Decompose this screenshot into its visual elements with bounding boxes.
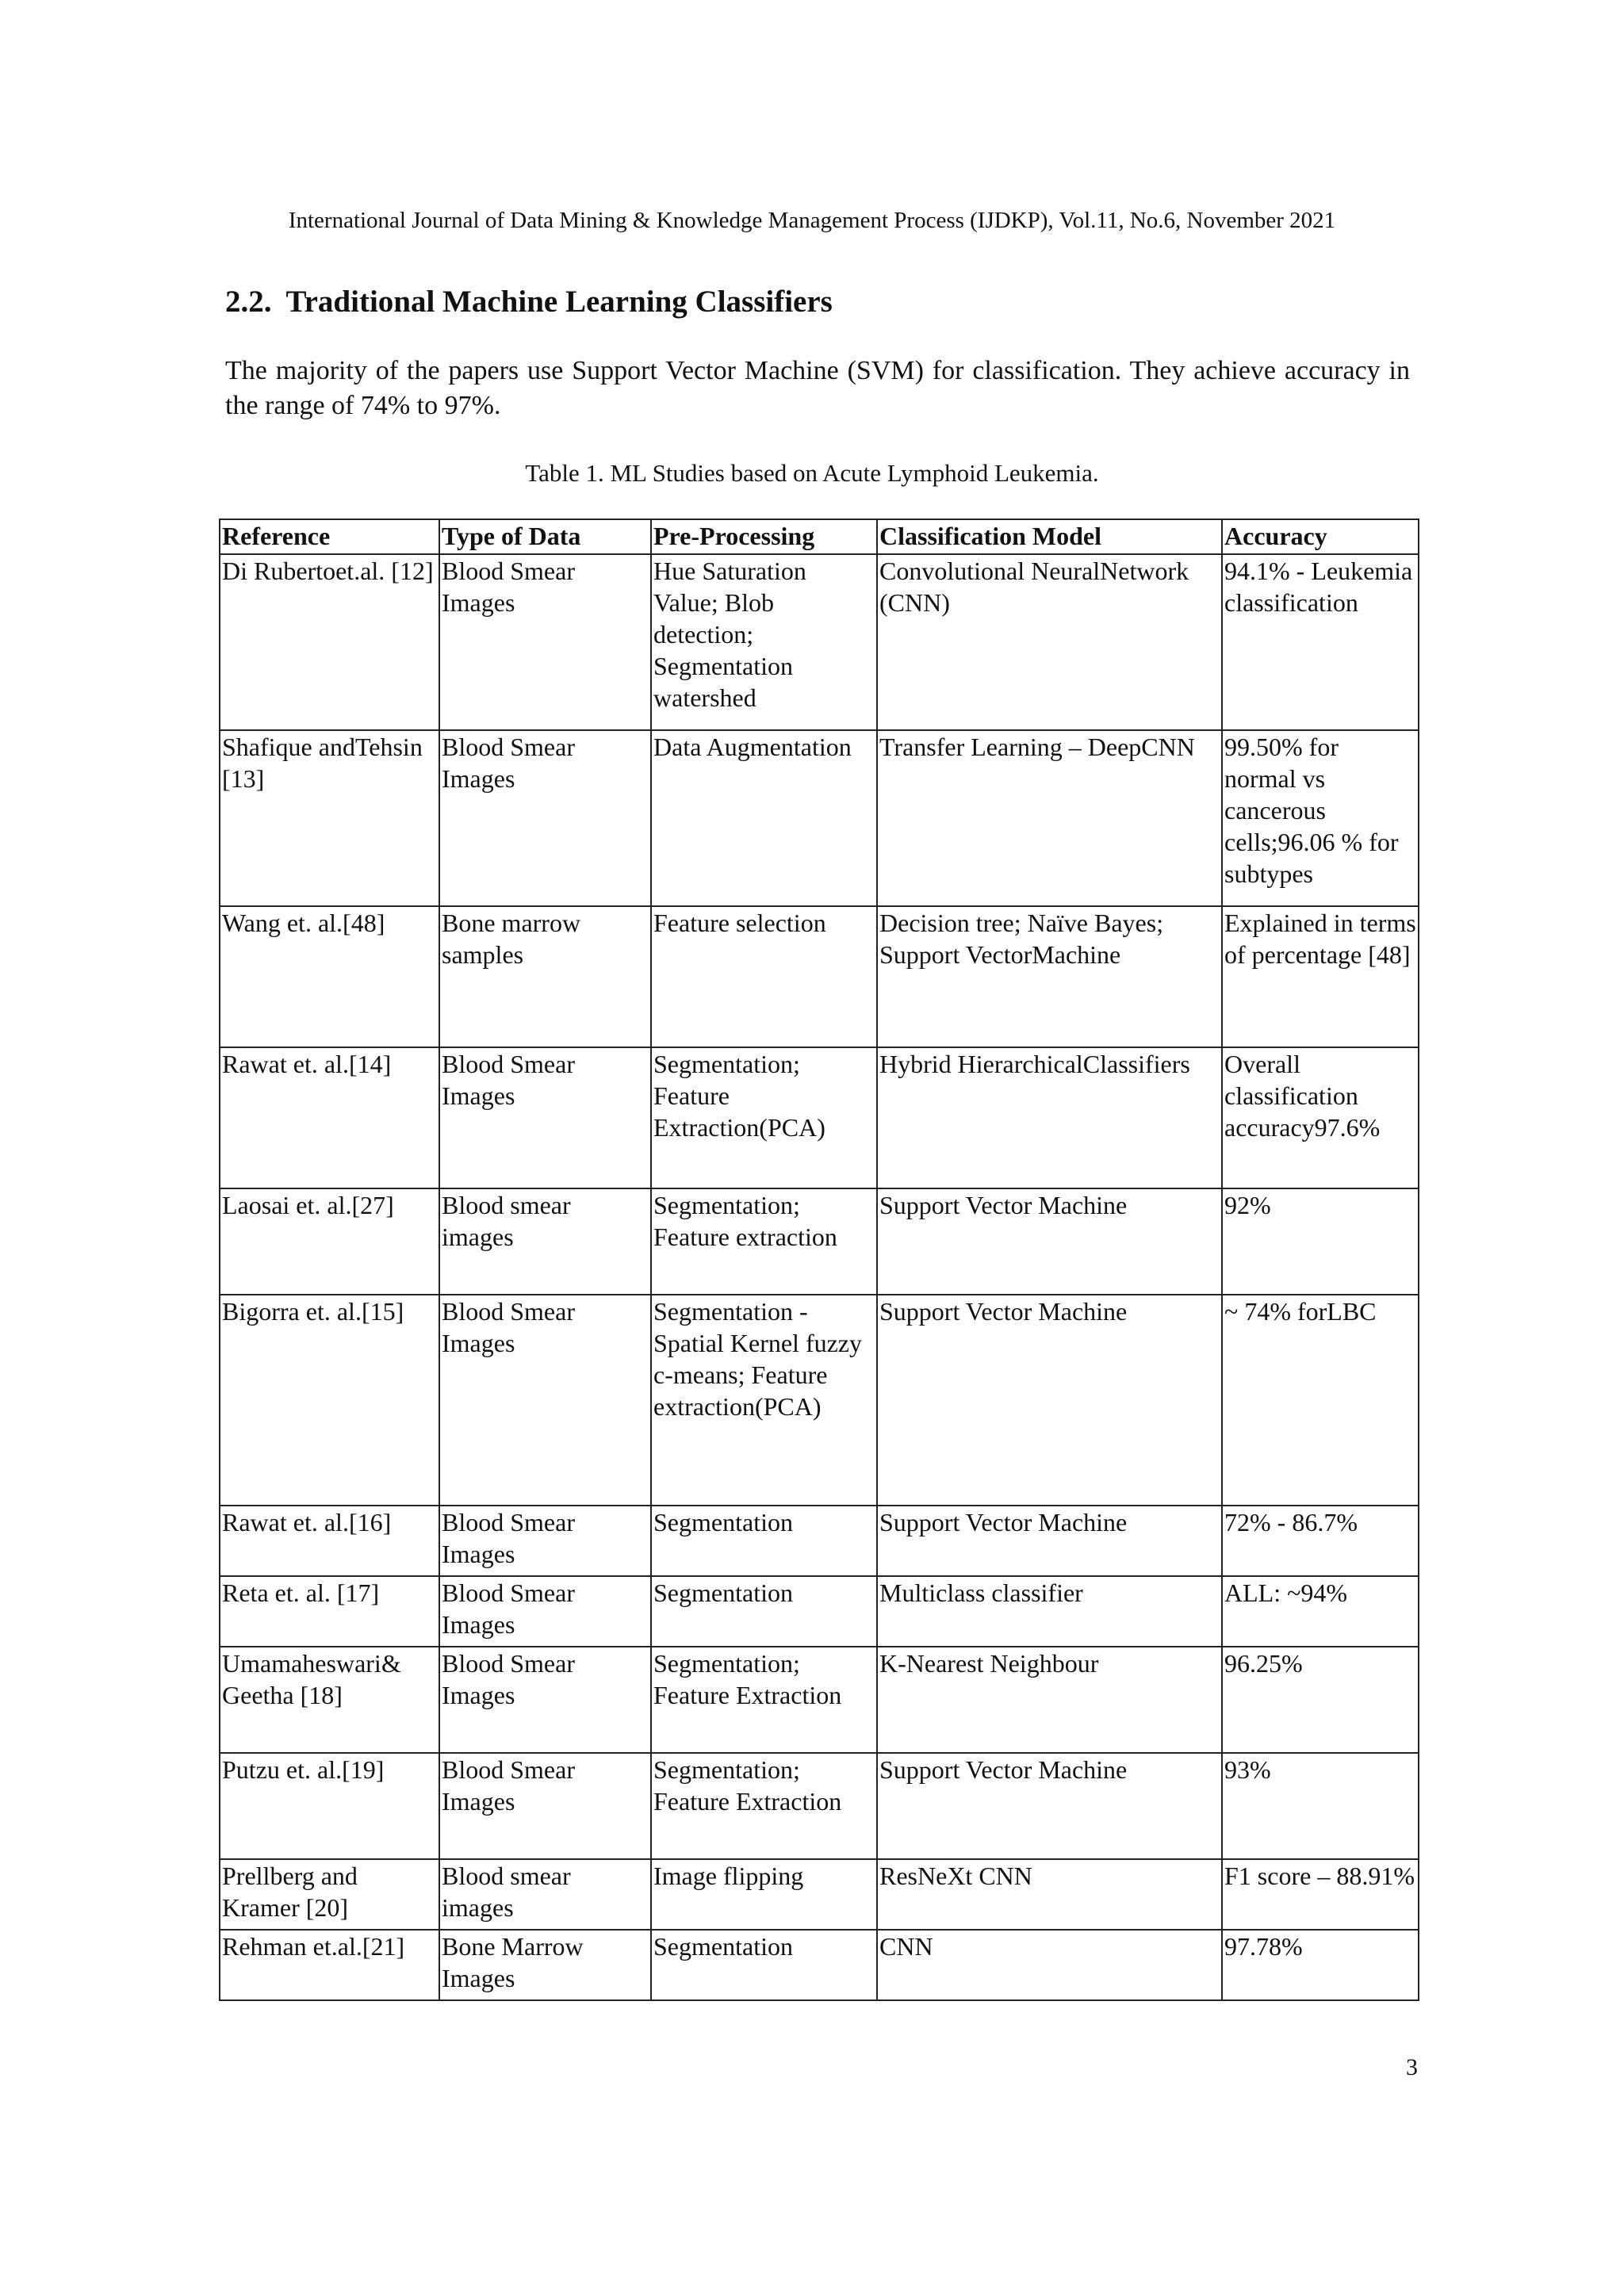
table-row (220, 1506, 1419, 1576)
section-title: Traditional Machine Learning Classifiers (285, 285, 833, 319)
accuracy-cell: 92% (1222, 1188, 1419, 1295)
classification-model-cell: Convolutional NeuralNetwork (CNN) (877, 554, 1222, 730)
accuracy-cell: 97.78% (1222, 1930, 1419, 2000)
classification-model-cell: CNN (877, 1930, 1222, 2000)
pre-processing-cell: Segmentation; Feature Extraction(PCA) (651, 1047, 877, 1188)
table-row (220, 1576, 1419, 1647)
classification-model-cell: Support Vector Machine (877, 1753, 1222, 1859)
accuracy-cell: 99.50% for normal vs cancerous cells;96.06 % for subtypes (1222, 730, 1419, 906)
page-number: 3 (1406, 2054, 1418, 2080)
body-paragraph: The majority of the papers use Support Vector Machine (SVM) for classification. They achieve accuracy in the range of 74% to 97%. (225, 356, 1410, 420)
accuracy-cell: 94.1% - Leukemia classification (1222, 554, 1419, 730)
type-of-data-cell: Blood Smear Images (439, 1506, 651, 1576)
type-of-data-cell: Blood Smear Images (439, 1576, 651, 1647)
column-header-accuracy: Accuracy (1222, 519, 1419, 554)
accuracy-cell: ALL: ~94% (1222, 1576, 1419, 1647)
reference-cell: Prellberg and Kramer [20] (220, 1859, 439, 1930)
column-header-type-of-data: Type of Data (439, 519, 651, 554)
classification-model-cell: Multiclass classifier (877, 1576, 1222, 1647)
accuracy-cell: F1 score – 88.91% (1222, 1859, 1419, 1930)
accuracy-cell: 93% (1222, 1753, 1419, 1859)
reference-cell: Rehman et.al.[21] (220, 1930, 439, 2000)
classification-model-cell: Transfer Learning – DeepCNN (877, 730, 1222, 906)
pre-processing-cell: Segmentation - Spatial Kernel fuzzy c-means; Feature extraction(PCA) (651, 1295, 877, 1506)
pre-processing-cell: Feature selection (651, 906, 877, 1047)
table-row (220, 730, 1419, 906)
table-row (220, 1647, 1419, 1753)
reference-cell: Bigorra et. al.[15] (220, 1295, 439, 1506)
pre-processing-cell: Segmentation (651, 1930, 877, 2000)
pre-processing-cell: Segmentation (651, 1576, 877, 1647)
type-of-data-cell: Blood smear images (439, 1859, 651, 1930)
classification-model-cell: Support Vector Machine (877, 1188, 1222, 1295)
reference-cell: Shafique andTehsin [13] (220, 730, 439, 906)
type-of-data-cell: Blood Smear Images (439, 1647, 651, 1753)
table-row (220, 1295, 1419, 1506)
table-body (220, 554, 1419, 2000)
column-header-reference: Reference (220, 519, 439, 554)
type-of-data-cell: Blood smear images (439, 1188, 651, 1295)
type-of-data-cell: Blood Smear Images (439, 1047, 651, 1188)
table-row (220, 1047, 1419, 1188)
type-of-data-cell: Blood Smear Images (439, 1295, 651, 1506)
accuracy-cell: ~ 74% forLBC (1222, 1295, 1419, 1506)
pre-processing-cell: Data Augmentation (651, 730, 877, 906)
reference-cell: Di Rubertoet.al. [12] (220, 554, 439, 730)
table-row (220, 1753, 1419, 1859)
reference-cell: Wang et. al.[48] (220, 906, 439, 1047)
type-of-data-cell: Blood Smear Images (439, 1753, 651, 1859)
table-row (220, 1930, 1419, 2000)
reference-cell: Reta et. al. [17] (220, 1576, 439, 1647)
section-number: 2.2. (225, 285, 272, 319)
classification-model-cell: ResNeXt CNN (877, 1859, 1222, 1930)
reference-cell: Putzu et. al.[19] (220, 1753, 439, 1859)
table-row (220, 906, 1419, 1047)
classification-model-cell: Decision tree; Naïve Bayes; Support VectorMachine (877, 906, 1222, 1047)
accuracy-cell: 96.25% (1222, 1647, 1419, 1753)
running-header: International Journal of Data Mining & Knowledge Management Process (IJDKP), Vol.11, No.6, November 2021 (288, 208, 1336, 233)
classification-model-cell: Support Vector Machine (877, 1295, 1222, 1506)
classification-model-cell: Hybrid HierarchicalClassifiers (877, 1047, 1222, 1188)
studies-table (219, 519, 1419, 2001)
type-of-data-cell: Blood Smear Images (439, 730, 651, 906)
type-of-data-cell: Bone Marrow Images (439, 1930, 651, 2000)
table-header-row (220, 519, 1419, 554)
classification-model-cell: Support Vector Machine (877, 1506, 1222, 1576)
pre-processing-cell: Segmentation; Feature extraction (651, 1188, 877, 1295)
classification-model-cell: K-Nearest Neighbour (877, 1647, 1222, 1753)
reference-cell: Laosai et. al.[27] (220, 1188, 439, 1295)
pre-processing-cell: Segmentation (651, 1506, 877, 1576)
pre-processing-cell: Hue Saturation Value; Blob detection; Segmentation watershed (651, 554, 877, 730)
column-header-pre-processing: Pre-Processing (651, 519, 877, 554)
pre-processing-cell: Segmentation; Feature Extraction (651, 1647, 877, 1753)
accuracy-cell: Explained in terms of percentage [48] (1222, 906, 1419, 1047)
table-row (220, 554, 1419, 730)
table-row (220, 1188, 1419, 1295)
section-heading (225, 282, 833, 322)
table-row (220, 1859, 1419, 1930)
pre-processing-cell: Segmentation; Feature Extraction (651, 1753, 877, 1859)
table-caption: Table 1. ML Studies based on Acute Lymphoid Leukemia. (525, 459, 1099, 487)
reference-cell: Rawat et. al.[14] (220, 1047, 439, 1188)
accuracy-cell: Overall classification accuracy97.6% (1222, 1047, 1419, 1188)
table-header (220, 519, 1419, 554)
reference-cell: Rawat et. al.[16] (220, 1506, 439, 1576)
type-of-data-cell: Blood Smear Images (439, 554, 651, 730)
accuracy-cell: 72% - 86.7% (1222, 1506, 1419, 1576)
type-of-data-cell: Bone marrow samples (439, 906, 651, 1047)
column-header-classification-model: Classification Model (877, 519, 1222, 554)
reference-cell: Umamaheswari& Geetha [18] (220, 1647, 439, 1753)
pre-processing-cell: Image flipping (651, 1859, 877, 1930)
